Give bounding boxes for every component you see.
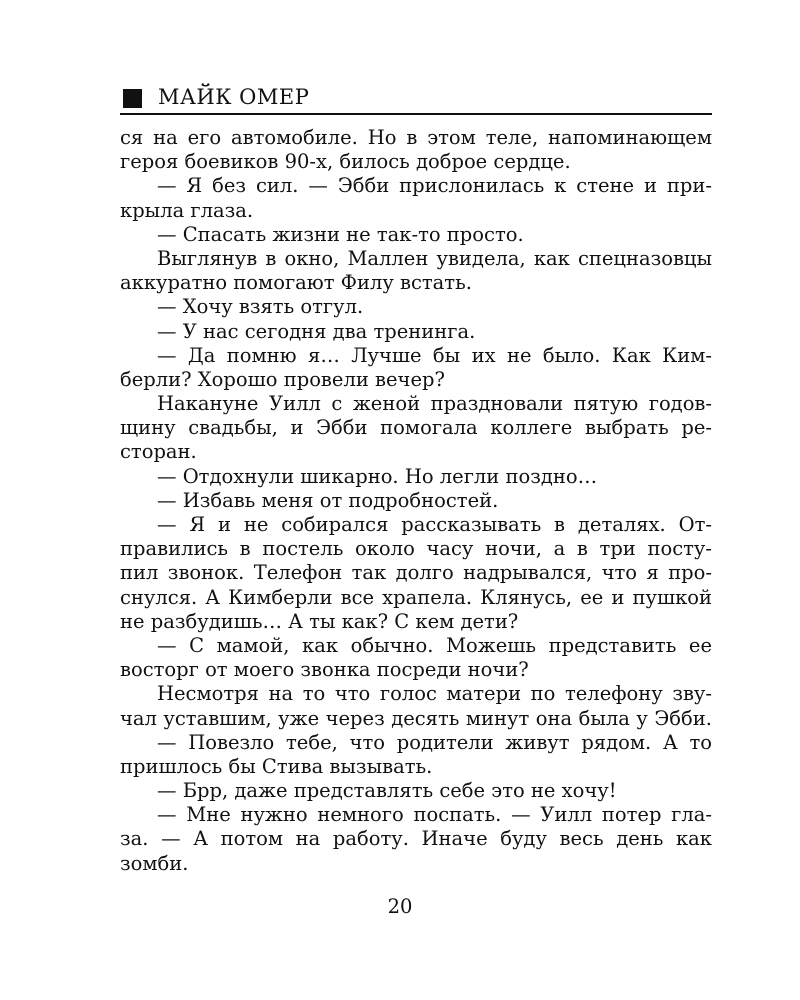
- text-line: ся на его автомобиле. Но в этом теле, напоминающем: [120, 126, 712, 149]
- text-line: — Да помню я… Лучше бы их не было. Как Ким-: [157, 343, 712, 367]
- text-line: Выглянув в окно, Маллен увидела, как спецназовцы: [157, 246, 712, 270]
- text-line: — Повезло тебе, что родители живут рядом. А то: [157, 730, 712, 754]
- text-line: пил звонок. Телефон так долго надрывался, что я про-: [120, 561, 712, 585]
- page-number: 20: [387, 895, 413, 918]
- text-line: берли? Хорошо провели вечер?: [120, 367, 445, 391]
- text-line: аккуратно помогают Филу встать.: [120, 271, 472, 295]
- text-line: Накануне Уилл с женой праздновали пятую годов-: [157, 392, 712, 416]
- text-line: — Я и не собирался рассказывать в деталях. От-: [157, 513, 712, 536]
- text-line: крыла глаза.: [120, 198, 254, 222]
- running-header: [120, 85, 712, 115]
- text-line: — Я без сил. — Эбби прислонилась к стене и при-: [157, 174, 712, 198]
- header-author-name: МАЙК ОМЕР: [158, 85, 310, 109]
- text-line: снулся. А Кимберли все храпела. Клянусь, ее и пушкой: [120, 585, 712, 609]
- page-body-text: [120, 126, 712, 876]
- text-line: — Отдохнули шикарно. Но легли поздно…: [157, 464, 598, 488]
- text-line: за. — А потом на работу. Иначе буду весь день как: [120, 827, 712, 851]
- text-line: восторг от моего звонка посреди ночи?: [120, 658, 529, 682]
- text-line: — Брр, даже представлять себе это не хочу!: [157, 779, 617, 803]
- text-line: зомби.: [120, 851, 189, 875]
- text-line: — Избавь меня от подробностей.: [157, 488, 499, 512]
- text-line: пришлось бы Стива вызывать.: [120, 754, 433, 778]
- header-square-marker: [123, 89, 142, 108]
- text-line: Несмотря на то что голос матери по телефону зву-: [157, 682, 712, 706]
- text-line: не разбудишь… А ты как? С кем дети?: [120, 609, 519, 633]
- text-line: героя боевиков 90-х, билось доброе сердце.: [120, 150, 571, 174]
- text-line: — У нас сегодня два тренинга.: [157, 319, 476, 343]
- text-line: — Мне нужно немного поспать. — Уилл потер гла-: [157, 803, 712, 827]
- text-line: — Хочу взять отгул.: [157, 295, 364, 319]
- text-line: правились в постель около часу ночи, а в три посту-: [120, 537, 712, 561]
- text-line: — Спасать жизни не так-то просто.: [157, 222, 524, 246]
- text-line: сторан.: [120, 440, 197, 464]
- text-line: щину свадьбы, и Эбби помогала коллеге выбрать ре-: [120, 416, 712, 440]
- text-line: чал уставшим, уже через десять минут она была у Эбби.: [120, 706, 712, 730]
- text-line: — С мамой, как обычно. Можешь представить ее: [157, 633, 712, 657]
